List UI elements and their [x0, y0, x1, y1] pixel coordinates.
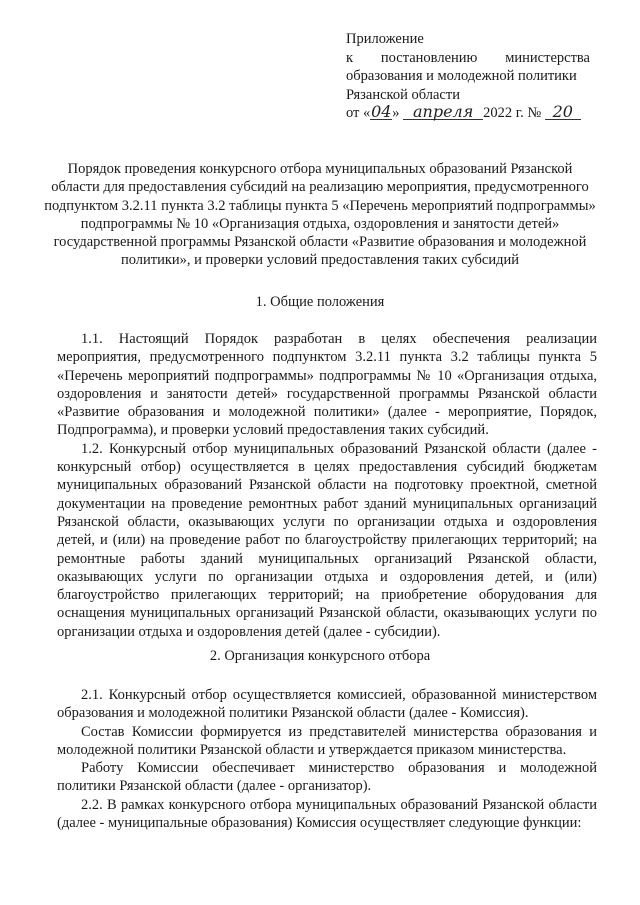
appendix-decree-word: постановлению	[380, 49, 478, 66]
section-2-body	[57, 686, 597, 832]
appendix-to-word: к	[346, 49, 354, 66]
paragraph-2-2: 2.2. В рамках конкурсного отбора муниципальных образований Рязанской области (далее - муниципальные образования) Комиссия осуществляет следующие функции:	[57, 796, 597, 832]
paragraph-1-1: 1.1. Настоящий Порядок разработан в целях обеспечения реализации мероприятия, предусмотренного подпунктом 3.2.11 пункта 3.2 таблицы пункта 5 «Перечень мероприятий подпрограммы» подпрограммы № 10 «Организация отдыха, оздоровления и занятости детей» государственной программы Рязанской области «Развитие образования и молодежной политики» (далее - мероприятие, Порядок, Подпрограмма), и проверки условий предоставления таких субсидий.	[57, 331, 597, 439]
appendix-header	[346, 30, 596, 123]
appendix-line-4: Рязанской области	[346, 86, 460, 103]
section-2-heading: 2. Организация конкурсного отбора	[209, 648, 431, 664]
document-title: Порядок проведения конкурсного отбора муниципальных образований Рязанской области для предоставления субсидий на реализацию мероприятия, предусмотренного подпунктом 3.2.11 пункта 3.2 таблицы пункта 5 «Перечень мероприятий подпрограммы» подпрограммы № 10 «Организация отдыха, оздоровления и занятости детей» государственной программы Рязанской области «Развитие образования и молодежной политики», и проверки условий предоставления таких субсидий	[44, 161, 596, 269]
handwritten-day: 04	[371, 102, 392, 121]
date-mid: »	[392, 105, 400, 121]
paragraph-2-1: 2.1. Конкурсный отбор осуществляется комиссией, образованной министерством образования и молодежной политики Рязанской области (далее - Комиссия).	[57, 687, 597, 722]
paragraph-1-2: 1.2. Конкурсный отбор муниципальных образований Рязанской области (далее - конкурсный отбор) осуществляется в целях предоставления субсидий бюджетам муниципальных образований Рязанской области на подготовку проектной, сметной документации на проведение ремонтных работ зданий муниципальных организаций Рязанской области, оказывающих услуги по организации отдыха и оздоровления детей, и (или) на проведение работ по благоустройству прилегающих территорий; на ремонтные работы зданий муниципальных организаций Рязанской области, оказывающих услуги по организации отдыха и оздоровления детей, и (или) благоустройство прилегающих территорий; на приобретение оборудования для оснащения муниципальных организаций Рязанской области, оказывающих услуги по организации отдыха и оздоровления детей (далее - субсидии).	[57, 440, 597, 640]
appendix-line-2	[346, 49, 590, 68]
section-1-body	[57, 330, 597, 641]
handwritten-month: апреля	[403, 104, 483, 120]
paragraph-2-1-composition: Состав Комиссии формируется из представителей министерства образования и молодежной политики Рязанской области и утверждается приказом министерства.	[57, 723, 597, 758]
date-year: 2022 г. №	[483, 105, 542, 121]
section-1-heading: 1. Общие положения	[255, 294, 385, 310]
appendix-title: Приложение	[346, 31, 424, 47]
paragraph-2-1-organizer: Работу Комиссии обеспечивает министерство образования и молодежной политики Рязанской области (далее - организатор).	[57, 760, 597, 795]
date-prefix: от «	[346, 105, 371, 121]
appendix-ministry-word: министерства	[505, 49, 590, 66]
handwritten-number: 20	[545, 104, 581, 120]
appendix-date-line	[346, 104, 596, 123]
appendix-line-3: образования и молодежной политики	[346, 68, 577, 84]
